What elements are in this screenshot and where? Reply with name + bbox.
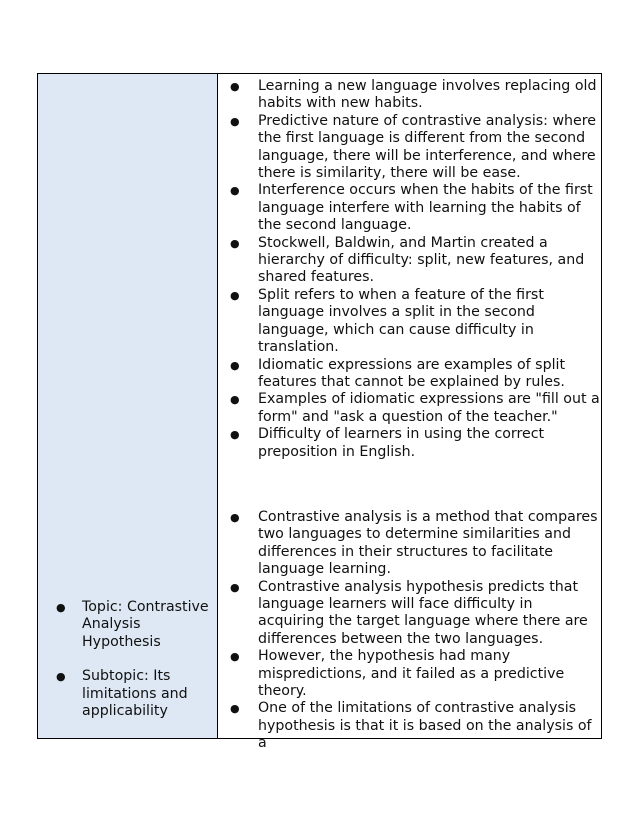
list-item (230, 391, 602, 426)
note-text: One of the limitations of contrastive analysis hypothesis is that it is based on the analysis of a (258, 700, 592, 752)
note-text: Predictive nature of contrastive analysis: where the first language is different from the second language, there will be interference, and where there is similarity, there will be ease. (258, 112, 597, 182)
note-text: Difficulty of learners in using the correct preposition in English. (258, 426, 545, 460)
notes-table (37, 73, 602, 752)
list-item (230, 78, 602, 113)
notes-list-2 (230, 509, 602, 753)
note-text: Contrastive analysis is a method that compares two languages to determine similarities and differences in their structures to facilitate language learning. (258, 509, 598, 578)
bullet-icon: ● (230, 358, 240, 372)
topic-text: Topic: Contrastive Analysis Hypothesis (82, 599, 209, 650)
note-text: Examples of idiomatic expressions are "fill out a form" and "ask a question of the teacher." (258, 391, 600, 425)
bullet-icon: ● (230, 580, 240, 594)
bullet-icon: ● (56, 601, 66, 614)
list-item (230, 648, 602, 700)
subtopic-item (56, 668, 216, 720)
bullet-icon: ● (230, 236, 240, 250)
bullet-icon: ● (230, 702, 240, 716)
notes-cell (218, 74, 601, 752)
bullet-icon: ● (230, 650, 240, 664)
list-item (230, 357, 602, 392)
list-item (230, 182, 602, 234)
note-text: Learning a new language involves replacing old habits with new habits. (258, 78, 597, 112)
topic-list (56, 599, 216, 737)
bullet-icon: ● (230, 428, 240, 442)
list-item (230, 287, 602, 357)
bullet-icon: ● (56, 670, 66, 684)
notes-clip (218, 74, 601, 752)
bullet-icon: ● (230, 288, 240, 302)
note-text: Interference occurs when the habits of the first language interfere with learning the habits of the second language. (258, 182, 593, 234)
subtopic-text: Subtopic: Its limitations and applicability (82, 668, 188, 720)
note-text: However, the hypothesis had many mispredictions, and it failed as a predictive theory. (258, 648, 565, 700)
list-item (230, 509, 602, 579)
bullet-icon: ● (230, 511, 240, 524)
note-text: Contrastive analysis hypothesis predicts that language learners will face difficulty in acquiring the target language where there are differences between the two languages. (258, 578, 588, 647)
topic-cell (38, 74, 218, 738)
note-text: Idiomatic expressions are examples of split features that cannot be explained by rules. (258, 356, 566, 390)
bullet-icon: ● (230, 80, 240, 93)
list-item (230, 113, 602, 183)
list-item (230, 426, 602, 461)
list-item (230, 579, 602, 649)
bullet-icon: ● (230, 114, 240, 128)
list-item (230, 700, 602, 752)
list-item (230, 235, 602, 287)
bullet-icon: ● (230, 184, 240, 198)
bullet-icon: ● (230, 393, 240, 407)
note-text: Stockwell, Baldwin, and Martin created a hierarchy of difficulty: split, new features, and shared features. (258, 234, 585, 286)
notes-list-1 (230, 78, 602, 461)
note-text: Split refers to when a feature of the first language involves a split in the second language, which can cause difficulty in translation. (258, 286, 544, 356)
topic-item (56, 599, 216, 651)
